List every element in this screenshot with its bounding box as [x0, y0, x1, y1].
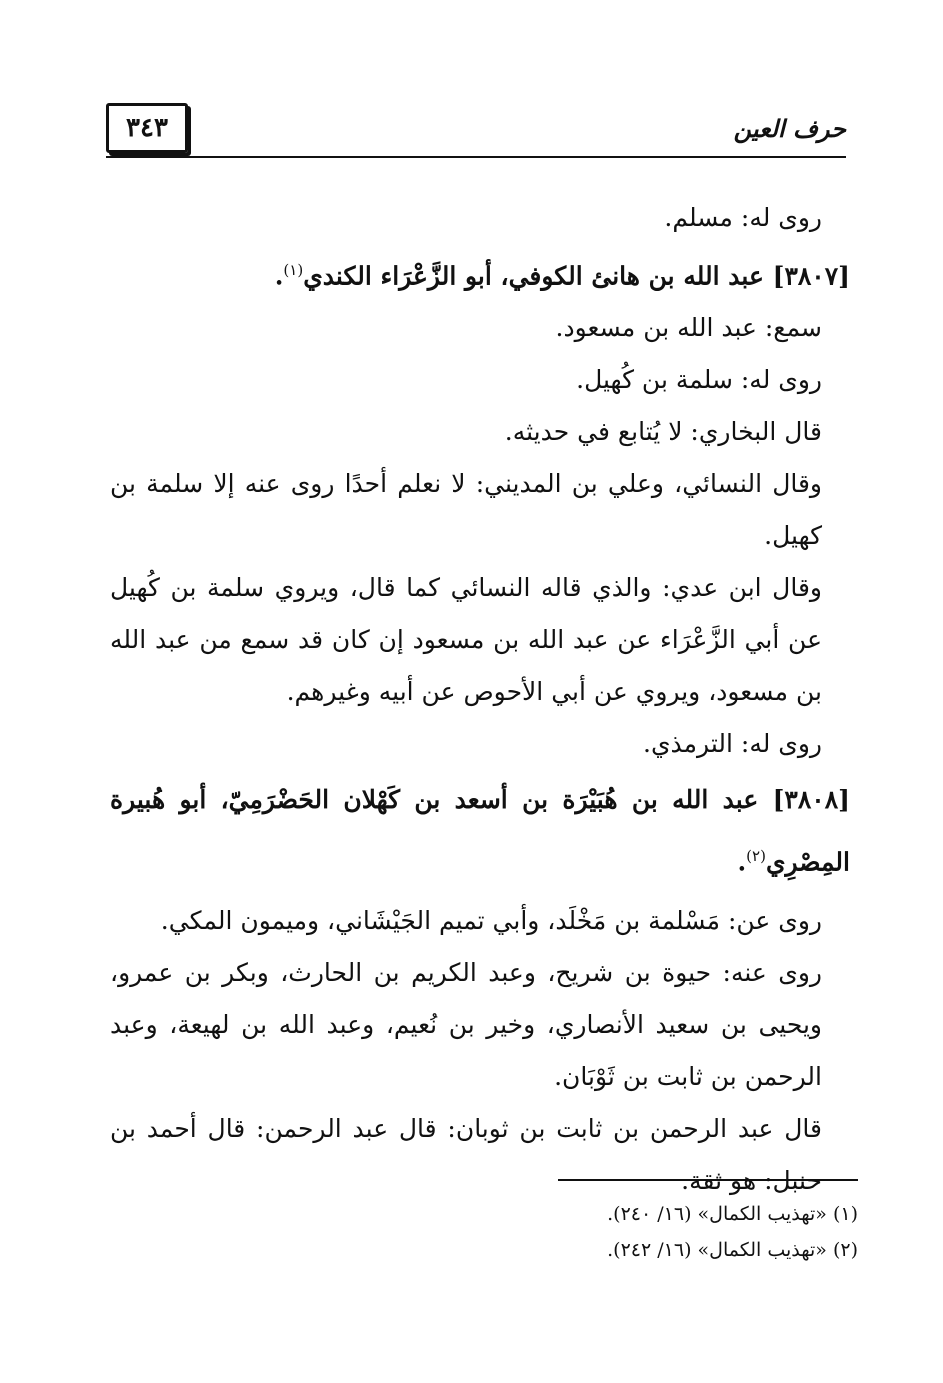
paragraph: روى عن: مَسْلمة بن مَخْلَد، وأبي تميم الجَيْشَاني، وميمون المكي.: [160, 905, 822, 935]
entry-name: عبد الله بن هُبَيْرَة بن أسعد بن كَهْلان الحَضْرَمِيّ، أبو هُبيرة المِصْرِي: [110, 785, 850, 877]
entry-heading-3808: [٣٨٠٨] عبد الله بن هُبَيْرَة بن أسعد بن كَهْلان الحَضْرَمِيّ، أبو هُبيرة المِصْرِي$^{(٢)}$.: [110, 785, 850, 877]
footnote: (٢) «تهذيب الكمال» (١٦/ ٢٤٢).: [607, 1239, 858, 1261]
entry-heading-3807: [٣٨٠٧] عبد الله بن هانئ الكوفي، أبو الزَّعْرَاء الكندي$^{(١)}$.: [274, 261, 850, 291]
entry-number: [٣٨٠٨]: [772, 785, 850, 815]
page-number: ٣٤٣: [106, 103, 188, 153]
body-text: [110, 192, 850, 1207]
footnote: (١) «تهذيب الكمال» (١٦/ ٢٤٠).: [607, 1203, 858, 1225]
paragraph: سمع: عبد الله بن مسعود.: [555, 313, 822, 343]
paragraph: قال البخاري: لا يُتابع في حديثه.: [504, 417, 822, 447]
paragraph: قال عبد الرحمن بن ثابت بن ثوبان: قال عبد الرحمن: قال أحمد بن حنبل: هو ثقة.: [110, 1113, 822, 1195]
footnote-rule: [558, 1179, 858, 1181]
header-rule: [106, 156, 846, 158]
paragraph: وقال النسائي، وعلي بن المديني: لا نعلم أحدًا روى عنه إلا سلمة بن كهيل.: [110, 469, 822, 551]
running-head: حرف العين: [733, 114, 846, 143]
footnote-ref: (٢): [746, 847, 766, 866]
paragraph: روى له: مسلم.: [664, 203, 822, 232]
footnotes: [358, 1196, 858, 1268]
footnote-ref: (١): [283, 261, 304, 279]
paragraph: روى له: سلمة بن كُهيل.: [576, 365, 822, 395]
paragraph: وقال ابن عدي: والذي قاله النسائي كما قال، ويروي سلمة بن كُهيل عن أبي الزَّعْرَاء عن عبد الله بن مسعود إن كان قد سمع من عبد الله بن مسعود، ويروي عن أبي الأحوص عن أبيه وغيرهم.: [110, 573, 822, 707]
entry-name: عبد الله بن هانئ الكوفي، أبو الزَّعْرَاء الكندي: [303, 261, 764, 291]
paragraph: روى له: الترمذي.: [643, 729, 822, 759]
paragraph: روى عنه: حيوة بن شريح، وعبد الكريم بن الحارث، وبكر بن عمرو، ويحيى بن سعيد الأنصاري، وخير بن نُعيم، وعبد الله بن لهيعة، وعبد الرحمن بن ثابت بن ثَوْبَان.: [110, 957, 822, 1091]
entry-number: [٣٨٠٧]: [772, 261, 850, 291]
